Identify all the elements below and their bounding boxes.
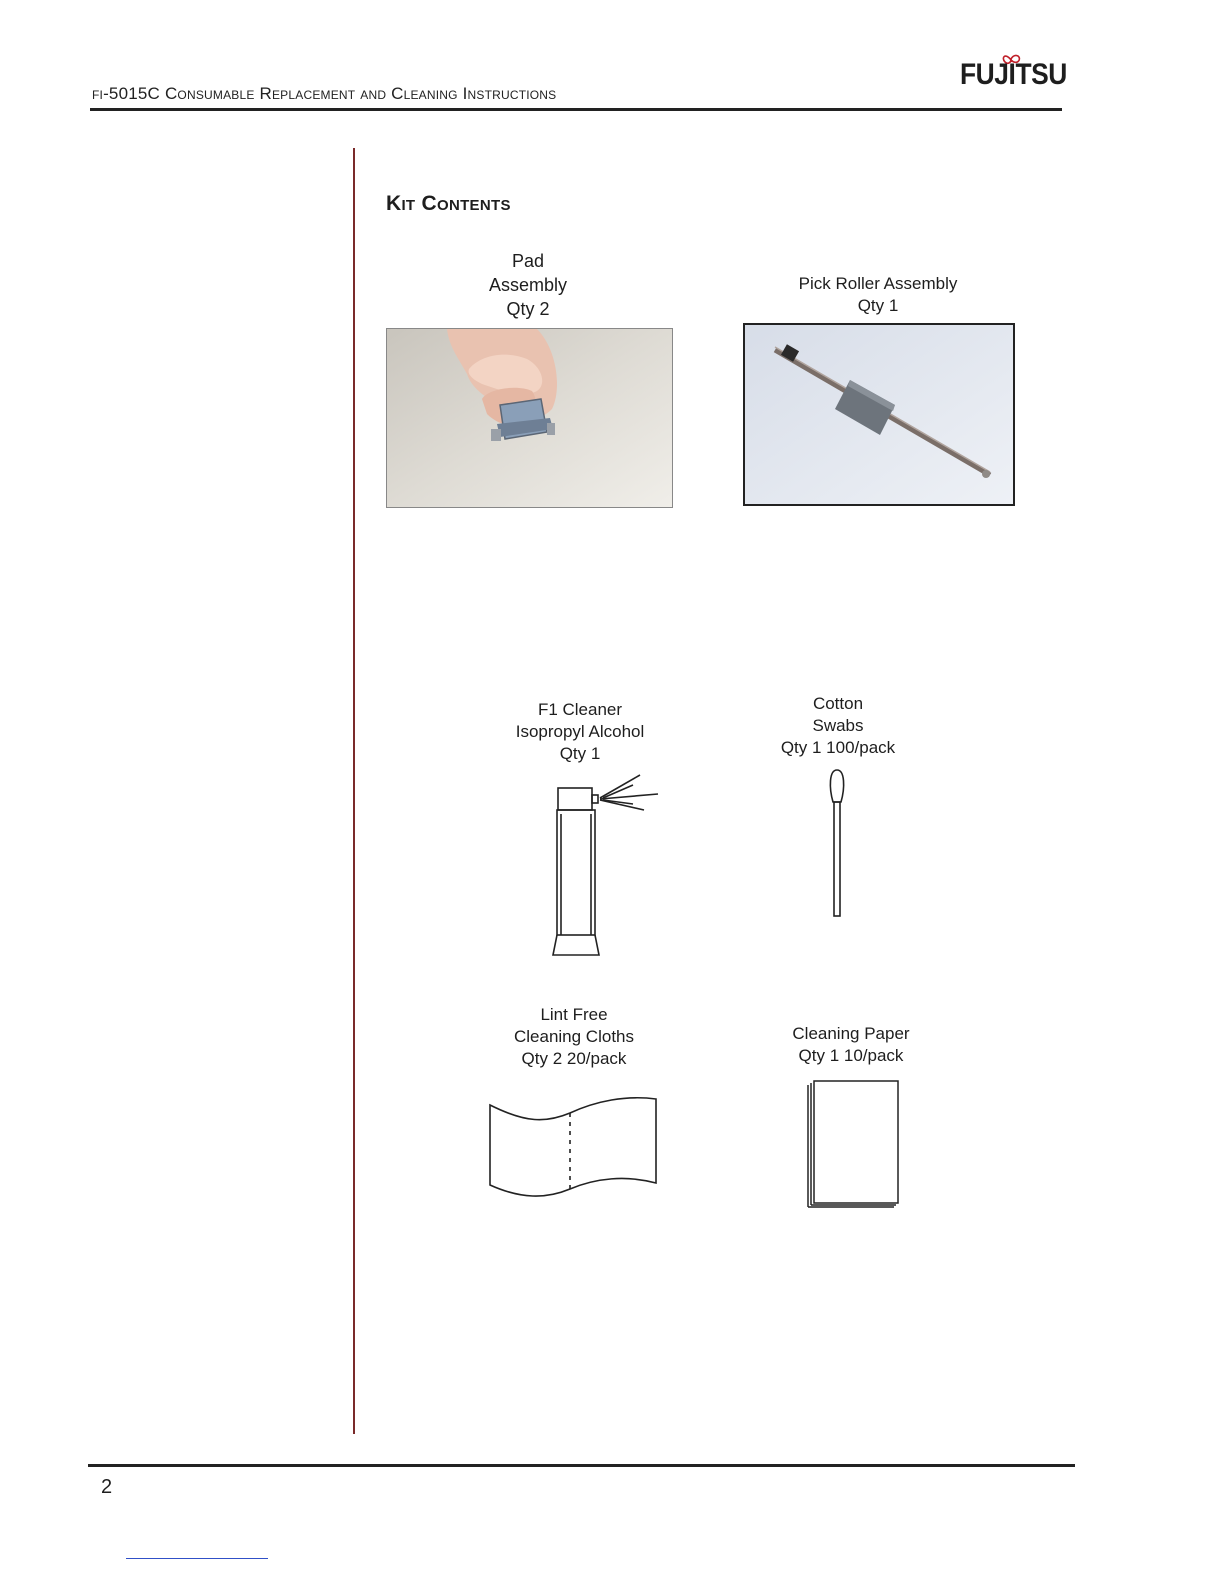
cleaning-cloth-icon (486, 1093, 662, 1203)
f1-cleaner-caption (490, 699, 670, 765)
pad-assembly-caption (458, 249, 598, 321)
caption-line: Lint Free (540, 1005, 608, 1024)
fujitsu-logo: FUJITSU (960, 58, 1067, 91)
caption-line: Pick Roller Assembly (798, 274, 958, 293)
pick-roller-caption (768, 273, 988, 317)
header-rule (90, 108, 1062, 111)
pick-roller-photo (743, 323, 1015, 506)
document-title: fi-5015C Consumable Replacement and Cleaning Instructions (92, 84, 557, 103)
margin-rule (353, 148, 355, 1434)
caption-line: Qty 1 (857, 296, 899, 315)
cleaning-paper-icon (804, 1077, 904, 1209)
caption-line: Cleaning Cloths (513, 1027, 634, 1046)
caption-line: Qty 1 10/pack (798, 1046, 904, 1065)
lint-free-cloths-caption (486, 1004, 662, 1070)
caption-line: Qty 1 (559, 744, 601, 763)
pad-assembly-photo (386, 328, 673, 508)
caption-line: Qty 2 20/pack (521, 1049, 627, 1068)
cleaning-paper-caption (771, 1023, 931, 1067)
caption-line: Qty 2 (506, 299, 550, 319)
bottom-link-underline (126, 1558, 268, 1559)
caption-line: Assembly (488, 275, 568, 295)
caption-line: Pad (511, 251, 545, 271)
footer-rule (88, 1464, 1075, 1467)
caption-line: Swabs (812, 716, 864, 735)
caption-line: Isopropyl Alcohol (515, 722, 645, 741)
cotton-swab-icon (825, 768, 849, 920)
section-heading: Kit Contents (386, 192, 511, 215)
caption-line: Cleaning Paper (792, 1024, 910, 1043)
cotton-swabs-caption (758, 693, 918, 759)
spray-bottle-icon (548, 770, 668, 960)
caption-line: Cotton (812, 694, 864, 713)
caption-line: F1 Cleaner (537, 700, 623, 719)
page-number: 2 (101, 1476, 113, 1498)
caption-line: Qty 1 100/pack (780, 738, 896, 757)
